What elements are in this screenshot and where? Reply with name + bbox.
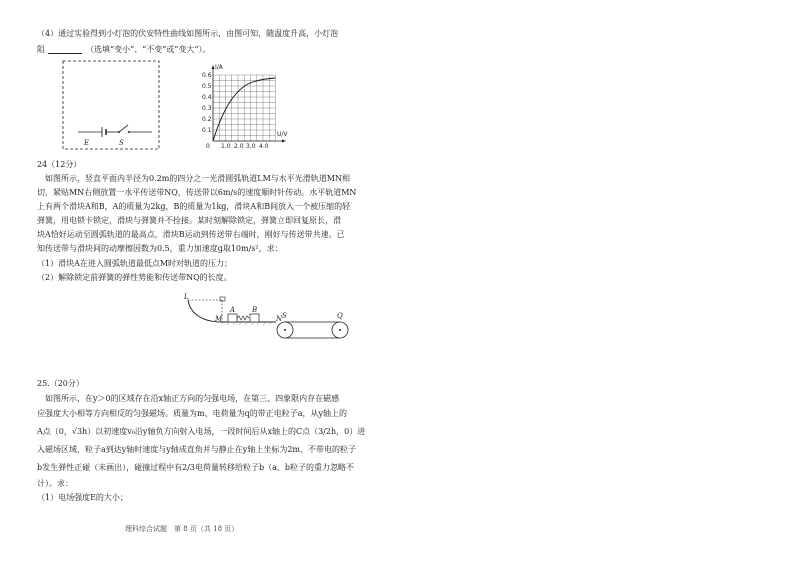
label-l: L bbox=[184, 293, 189, 301]
label-b: B bbox=[252, 306, 258, 314]
graph-origin: 0 bbox=[206, 143, 210, 150]
y-tick: 0.3 bbox=[202, 105, 212, 112]
page-footer: 理科综合试题 第 8 页（共 18 页） bbox=[125, 525, 239, 533]
q24-line: 知传送带与滑块间的动摩擦因数为0.5，重力加速度g取10m/s²，求： bbox=[37, 244, 283, 253]
answer-blank[interactable] bbox=[48, 53, 82, 54]
y-tick: 0.5 bbox=[202, 83, 212, 90]
q25-sub1: （1）电场强度E的大小； bbox=[37, 493, 128, 502]
y-tick: 0.2 bbox=[202, 116, 212, 123]
part4-line2-start: 阻 bbox=[37, 45, 45, 54]
q24-sub1: （1）滑块A在进入圆弧轨道最低点M时对轨道的压力； bbox=[37, 259, 233, 268]
q25-line: 应强度大小相等方向相反的匀强磁场。质量为m、电荷量为q的带正电粒子a，从y轴上的 bbox=[37, 409, 347, 418]
q25-line: 如图所示，在y＞0的区域存在沿x轴正方向的匀强电场，在第三、四象限内存在磁感 bbox=[45, 394, 340, 403]
graph-grid bbox=[213, 75, 276, 141]
q24-line: 如图所示，竖直平面内半径为0.2m的四分之一光滑圆弧轨道LM与水平光滑轨道MN相 bbox=[45, 174, 351, 183]
label-n: N bbox=[276, 315, 283, 323]
q25-heading: 25.（20分） bbox=[37, 379, 84, 388]
label-a: A bbox=[230, 306, 236, 314]
circuit-diagram bbox=[62, 60, 162, 153]
q25-line: A点（0，√3h）以初速度v₀沿y轴负方向射入电场，一段时间后从x轴上的C点（3/2h，0）进 bbox=[37, 427, 366, 436]
q25-line: 入磁场区域，粒子a到达y轴时速度与y轴成直角并与静止在y轴上坐标为2m、不带电的粒子 bbox=[37, 445, 357, 454]
label-q: Q bbox=[337, 312, 343, 320]
graph-xlabel: U/V bbox=[277, 131, 288, 138]
y-tick: 0.1 bbox=[202, 127, 212, 134]
x-tick: 2.0 bbox=[234, 143, 244, 150]
q25-line: 计）。求： bbox=[37, 479, 73, 488]
x-tick: 1.0 bbox=[221, 143, 231, 150]
label-m: M bbox=[215, 315, 223, 323]
part4-line1: （4）通过实验得到小灯泡的伏安特性曲线如图所示，由图可知，随温度升高，小灯泡 bbox=[37, 29, 339, 38]
q24-heading: 24（12分） bbox=[37, 160, 82, 169]
x-tick: 4.0 bbox=[259, 143, 269, 150]
q24-line: 上有两个滑块A和B，A的质量为2kg，B的质量为1kg，滑块A和B间放入一个被压缩的轻 bbox=[37, 202, 351, 211]
y-tick: 0.6 bbox=[202, 72, 212, 79]
q25-line: b发生弹性正碰（未画出），碰撞过程中有2/3电荷量转移给粒子b（a、b粒子的重力忽略不 bbox=[37, 463, 355, 472]
q24-line: 切，紧贴MN右侧放置一水平传送带NQ，传送带以6m/s的速度顺时针传动。水平轨道MN bbox=[37, 188, 357, 197]
battery-label: E bbox=[84, 139, 90, 147]
part4-line2-end: （选填“变小”、“不变”或“变大”）。 bbox=[86, 45, 211, 54]
label-s: S bbox=[282, 312, 287, 320]
track-conveyor-figure bbox=[180, 292, 360, 352]
y-tick: 0.4 bbox=[202, 94, 212, 101]
q24-line: 块A恰好运动至圆弧轨道的最高点，滑块B运动到传送带右端时，刚好与传送带共速。已 bbox=[37, 230, 345, 239]
q24-sub2: （2）解除锁定前弹簧的弹性势能和传送带NQ的长度。 bbox=[37, 273, 232, 282]
switch-label: S bbox=[119, 139, 124, 147]
q24-line: 弹簧，用电锁卡锁定，滑块与弹簧并不拴接。某时刻解除锁定，弹簧立即回复原长，滑 bbox=[37, 216, 341, 225]
iu-graph bbox=[200, 64, 290, 154]
x-tick: 3.0 bbox=[246, 143, 256, 150]
graph-ylabel: I/A bbox=[215, 64, 223, 71]
